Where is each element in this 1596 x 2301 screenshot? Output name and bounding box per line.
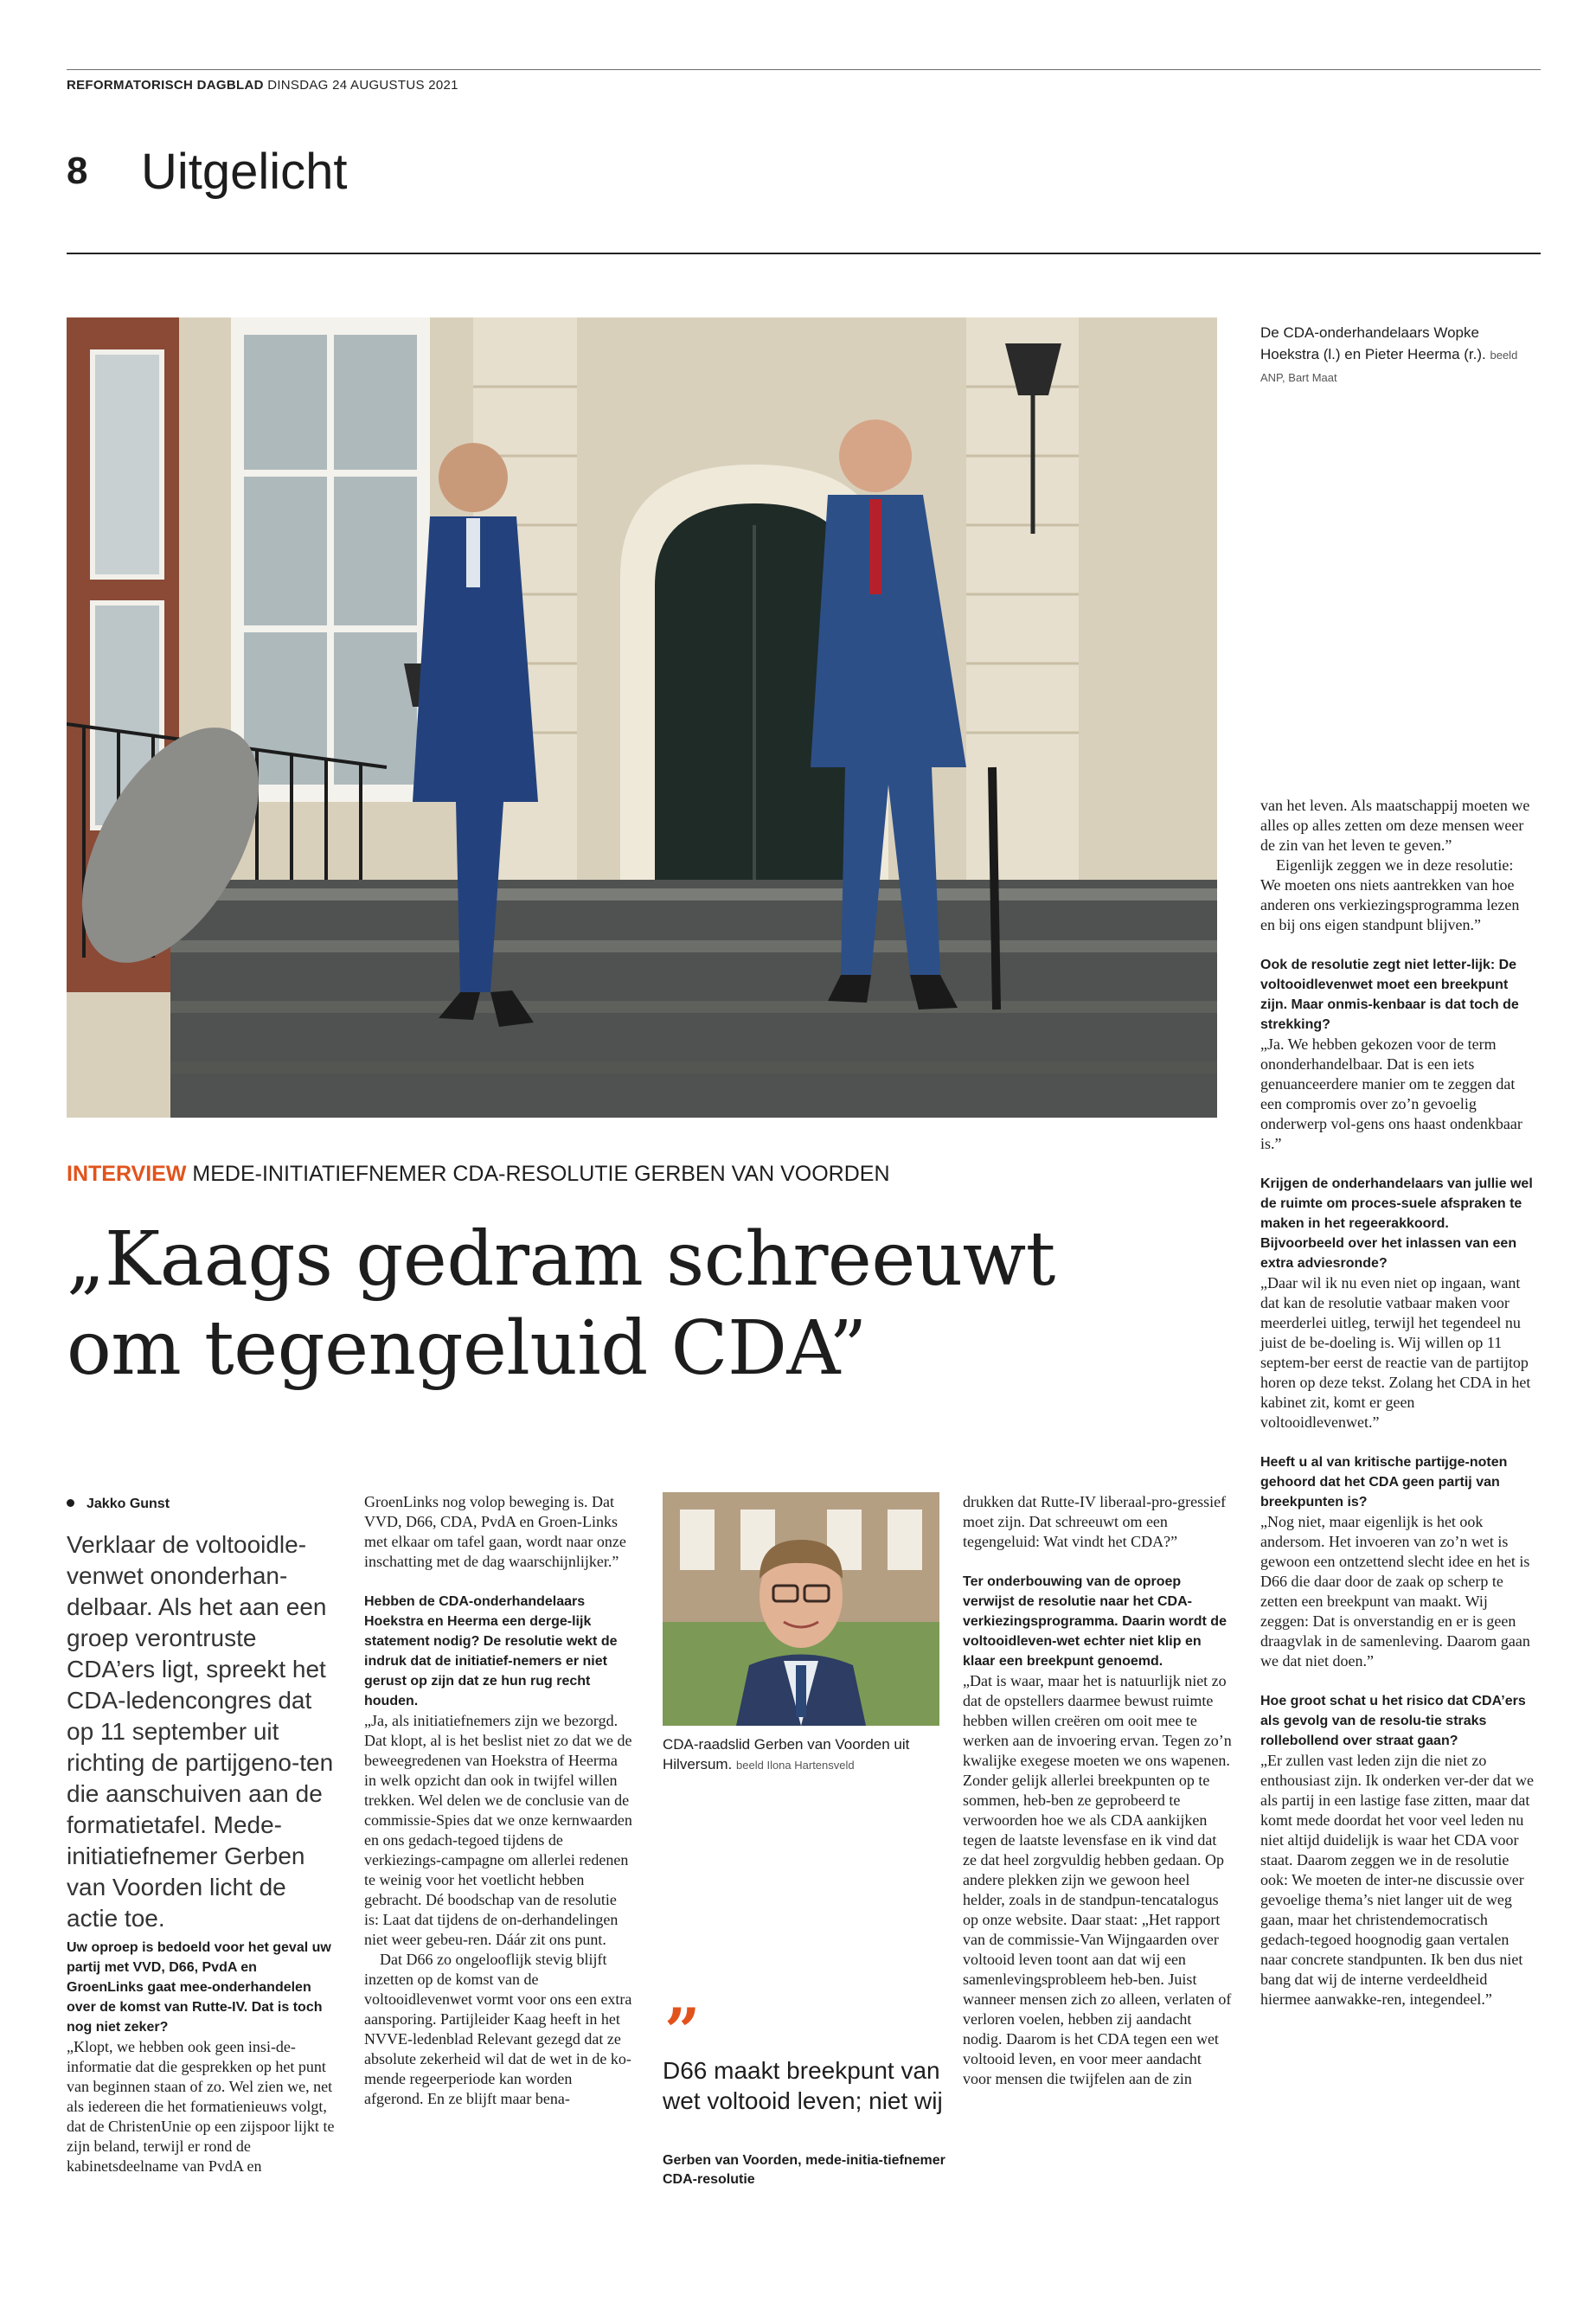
portrait-illustration	[663, 1492, 939, 1726]
question-6: Heeft u al van kritische partijge-noten gehoord dat het CDA geen partij van breekpunten is?	[1260, 1455, 1508, 1509]
answer-2: „Ja, als initiatiefnemers zijn we bezorgd. Dat klopt, al is het beslist niet zo dat we de beweegredenen van Hoekstra of Heerma in welk opzicht dan ook in twijfel willen trekken. Wel delen we de conclusie van de commissie-Spies dat we onze kernwaarden en ons gedach-tegoed tijdens de verkiezings-campagne om allerlei redenen te weinig voor het voetlicht hebben gebracht. Dé boodschap van de resolutie is: Laat dat tijdens de on-derhandelingen niet weer gebeu-ren. Dáár zit ons punt.	[364, 1712, 632, 1948]
question-4: Ook de resolutie zegt niet letter-lijk: De voltooidlevenwet moet een breekpunt zijn. Maar onmis-kenbaar is dat toch de strekking?	[1260, 958, 1519, 1032]
headline-line-1: „Kaags gedram schreeuwt	[67, 1216, 1055, 1303]
question-7: Hoe groot schat u het risico dat CDA’ers als gevolg van de resolu-tie straks rollebollend over straat gaan?	[1260, 1694, 1526, 1748]
portrait-photo	[663, 1492, 939, 1726]
portrait-caption-text: CDA-raadslid Gerben van Voorden uit Hilversum.	[663, 1736, 910, 1772]
column-3-paragraph-1: drukken dat Rutte-IV liberaal-pro-gressief moet zijn. Dat schreeuwt om een tegengeluid: Wat vindt het CDA?”	[963, 1493, 1227, 1550]
masthead-rule	[67, 69, 1541, 70]
text-column-1	[67, 1938, 335, 2176]
byline	[67, 1497, 170, 1512]
column-2-paragraph-1: GroenLinks nog volop beweging is. Dat VVD, D66, CDA, PvdA en Groen-Links met elkaar om tafel gaan, wordt naar onze inschatting met de dag waarschijnlijker.”	[364, 1493, 626, 1570]
pull-quote-attribution: Gerben van Voorden, mede-initia-tiefnemer CDA-resolutie	[663, 2153, 945, 2187]
answer-7: „Er zullen vast leden zijn die niet zo enthousiast zijn. Ik onderken ver-der dat we als partij in een lastige fase zitten, maar dat komt mede doordat het voor veel leden nu niet altijd duidelijk is waar het CDA voor staat. Daarom zeggen we in de resolutie ook: We moeten de inter-ne discussie over gevoelige thema’s niet langer uit de weg gaan, maar het christendemocratisch gedach-tegoed hoognodig gaan vertalen naar concrete standpunten. Ik ben dus niet bang dat wij de interne verdeeldheid hiermee aanwakke-ren, integendeel.”	[1260, 1752, 1535, 2008]
question-2: Hebben de CDA-onderhandelaars Hoekstra en Heerma een derge-lijk statement nodig? De resolutie wekt de indruk dat de initiatief-nemers er niet gerust op zijn dat ze hun rug recht houden.	[364, 1594, 618, 1708]
section-rule	[67, 253, 1541, 254]
answer-6: „Nog niet, maar eigenlijk is het ook andersom. Het invoeren van zo’n wet is gewoon een ontzettend slecht idee en het is D66 die daar door de zaak op scherp te zetten een breekpunt van maakt. Wij zeggen: Dat is onverstandig en er is geen draagvlak in de samenleving. Daarom gaan we dat niet doen.”	[1260, 1513, 1530, 1670]
kicker	[67, 1162, 890, 1187]
answer-2-continued: Dat D66 zo ongelooflijk stevig blijft inzetten op de komst van de voltooidlevenwet vormt voor ons een extra aansporing. Partijleider Kaag heeft in het NVVE-ledenblad Relevant gezegd dat ze absolute zekerheid wil dat de wet in de ko-mende regeerperiode kan worden afgerond. En ze blijft maar bena-	[364, 1951, 632, 2107]
photo-caption-text: De CDA-onderhandelaars Wopke Hoekstra (l.) en Pieter Heerma (r.).	[1260, 324, 1486, 362]
question-1: Uw oproep is bedoeld voor het geval uw partij met VVD, D66, PvdA en GroenLinks gaat mee-onderhandelen over de komst van Rutte-IV. Dat is toch nog niet zeker?	[67, 1940, 331, 2035]
photo-credit: beeld ANP, Bart Maat	[1260, 349, 1518, 384]
answer-3: „Dat is waar, maar het is natuurlijk niet zo dat de opstellers daarmee bewust ruimte hebben willen creëren om ooit mee te werken aan de invoering ervan. Tegen zo’n kwalijke exegese moeten we ons wapenen. Zonder gelijk allerlei breekpunten op te sommen, heb-ben ze geprobeerd te verwoorden hoe we als CDA aankijken tegen de laatste levensfase en ik vind dat ze dat heel zorgvuldig hebben gedaan. Op andere plekken zijn we gewoon heel helder, zoals in de standpun-tencatalogus op onze website. Daar staat: „Het rapport van de commissie-Van Wijngaarden over voltooid leven toont aan dat wij een samenlevingsprobleem heb-ben. Juist wanneer mensen zich zo alleen, verlaten of verloren voelen, hebben zij aandacht nodig. Daarom is het CDA tegen een wet voltooid leven, en voor meer aandacht voor mensen die twijfelen aan de zin	[963, 1672, 1232, 2087]
text-column-2	[364, 1492, 632, 2109]
text-column-4	[1260, 796, 1535, 2009]
section-title: Uitgelicht	[141, 144, 348, 200]
quote-mark-icon: ”	[664, 1994, 701, 2067]
masthead	[67, 78, 458, 93]
portrait-caption	[663, 1734, 948, 1775]
question-3: Ter onderbouwing van de oproep verwijst de resolutie naar het CDA-verkiezingsprogramma. Daarin wordt de voltooidleven-wet echter niet klip en klaar een breekpunt genoemd.	[963, 1574, 1227, 1669]
byline-author: Jakko Gunst	[87, 1497, 170, 1511]
issue-date: DINSDAG 24 AUGUSTUS 2021	[267, 78, 458, 93]
page-number: 8	[67, 150, 88, 192]
kicker-tag: INTERVIEW	[67, 1162, 187, 1186]
lead-paragraph: Verklaar de voltooidle-venwet ononderhan-delbaar. Als het aan een groep verontruste CDA’ers ligt, spreekt het CDA-ledencongres dat op 11 september uit richting de partijgeno-ten die aanschuiven aan de formatietafel. Mede-initiatiefnemer Gerben van Voorden licht de actie toe.	[67, 1531, 334, 1932]
headline-line-2: om tegengeluid CDA”	[67, 1305, 867, 1392]
question-5: Krijgen de onderhandelaars van jullie wel de ruimte om proces-suele afspraken te maken in het regeerakkoord. Bijvoorbeeld over het inlassen van een extra adviesronde?	[1260, 1176, 1533, 1271]
portrait-credit: beeld Ilona Hartensveld	[736, 1759, 855, 1772]
headline	[67, 1215, 1217, 1394]
answer-1: „Klopt, we hebben ook geen insi-de-informatie dat die gesprekken op het punt van beginnen staan of zo. Wel zien we, net als iedereen die het formatienieuws volgt, dat de ChristenUnie op een zijspoor lijkt te zijn beland, terwijl er rond de kabinetsdeelname van PvdA en	[67, 2038, 335, 2175]
column-4-paragraph-2: Eigenlijk zeggen we in deze resolutie: We moeten ons niets aantrekken van hoe anderen ons verkiezingsprogramma lezen en bij ons eigen standpunt blijven.”	[1260, 856, 1520, 933]
newspaper-name: REFORMATORISCH DAGBLAD	[67, 78, 264, 93]
negotiators-photo-illustration	[67, 317, 1217, 1118]
text-column-3	[963, 1492, 1233, 2089]
photo-caption	[1260, 322, 1537, 388]
answer-5: „Daar wil ik nu even niet op ingaan, want dat kan de resolutie vatbaar maken voor meerderlei uitleg, terwijl het tegendeel nu juist de be-doeling is. Wij willen op 11 septem-ber eerst de reactie van de partijtop horen op deze tekst. Zolang het CDA in het kabinet zit, komt er geen voltooidlevenwet.”	[1260, 1274, 1531, 1431]
answer-4: „Ja. We hebben gekozen voor de term ononderhandelbaar. Dat is een iets genuanceerdere manier om te zeggen dat een compromis over zo’n gevoelig onderwerp vol-gens ons haast ondenkbaar is.”	[1260, 1035, 1522, 1152]
main-photo	[67, 317, 1217, 1118]
kicker-text: MEDE-INITIATIEFNEMER CDA-RESOLUTIE GERBEN VAN VOORDEN	[192, 1162, 890, 1186]
pull-quote: D66 maakt breekpunt van wet voltooid leven; niet wij	[663, 2057, 943, 2114]
column-4-paragraph-1: van het leven. Als maatschappij moeten we alles op alles zetten om deze mensen weer de zin van het leven te geven.”	[1260, 797, 1530, 854]
byline-bullet	[67, 1499, 74, 1507]
